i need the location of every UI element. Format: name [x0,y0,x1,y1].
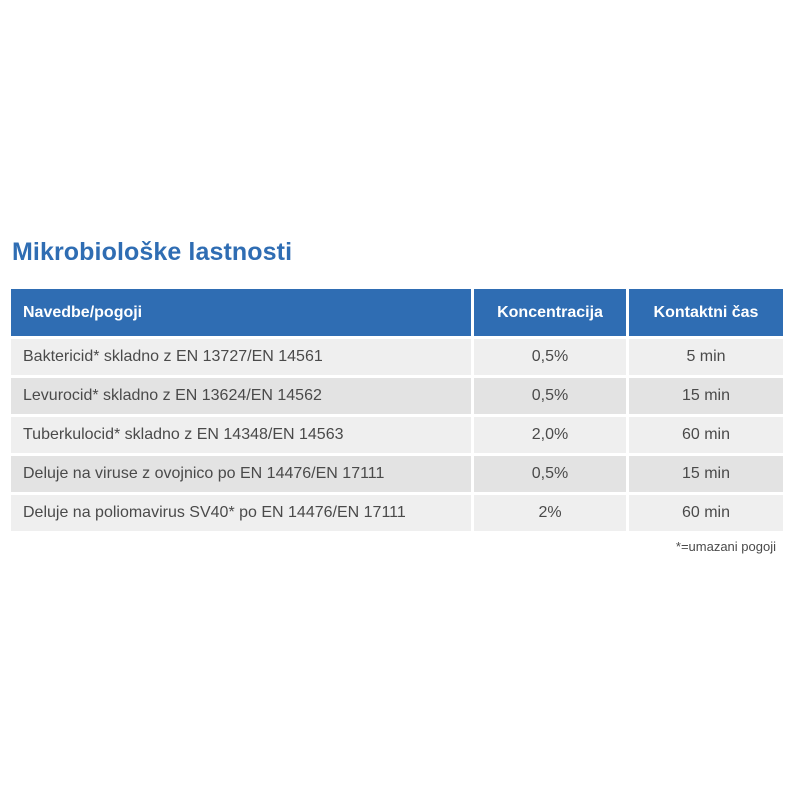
column-header-conditions: Navedbe/pogoji [11,289,474,339]
cell-condition: Tuberkulocid* skladno z EN 14348/EN 14563 [11,417,474,456]
cell-concentration: 0,5% [474,339,629,378]
table-row [11,495,783,534]
table-row [11,378,783,417]
cell-contact-time: 15 min [629,456,783,495]
cell-concentration: 0,5% [474,378,629,417]
cell-contact-time: 5 min [629,339,783,378]
cell-condition: Baktericid* skladno z EN 13727/EN 14561 [11,339,474,378]
table-row [11,456,783,495]
cell-condition: Levurocid* skladno z EN 13624/EN 14562 [11,378,474,417]
cell-contact-time: 15 min [629,378,783,417]
table-header-row [11,289,783,339]
cell-concentration: 2,0% [474,417,629,456]
cell-condition: Deluje na poliomavirus SV40* po EN 14476/EN 17111 [11,495,474,534]
footnote: *=umazani pogoji [675,539,776,554]
column-header-contact-time: Kontaktni čas [629,289,783,339]
table-row [11,339,783,378]
table-row [11,417,783,456]
page-title: Mikrobiološke lastnosti [12,238,293,266]
cell-concentration: 0,5% [474,456,629,495]
properties-table [11,289,783,534]
cell-contact-time: 60 min [629,495,783,534]
cell-condition: Deluje na viruse z ovojnico po EN 14476/EN 17111 [11,456,474,495]
cell-contact-time: 60 min [629,417,783,456]
column-header-concentration: Koncentracija [474,289,629,339]
cell-concentration: 2% [474,495,629,534]
